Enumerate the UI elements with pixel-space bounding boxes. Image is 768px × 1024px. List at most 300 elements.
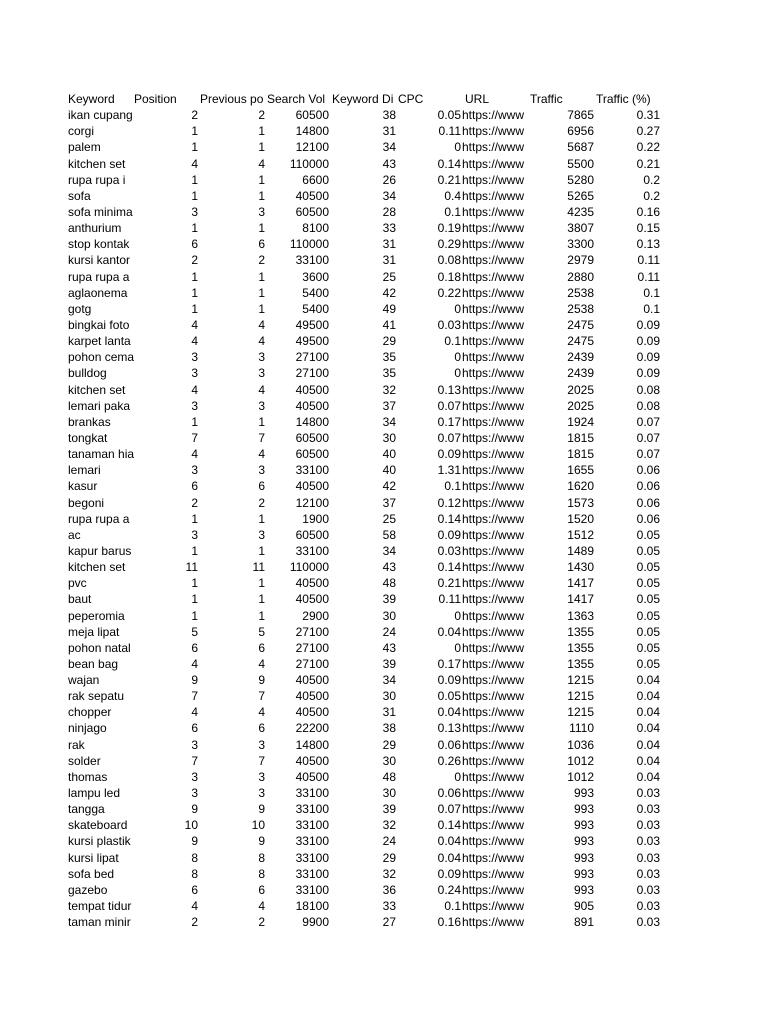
position-cell: 2 — [191, 915, 198, 930]
header-cpc: CPC — [398, 92, 424, 106]
table-row — [0, 301, 768, 317]
traffic-cell: 1110 — [569, 721, 594, 736]
previous-position-cell: 4 — [258, 899, 265, 914]
url-cell: https://www — [462, 366, 525, 381]
cpc-cell: 0.13 — [437, 721, 461, 736]
cpc-cell: 0.19 — [437, 221, 461, 236]
position-cell: 1 — [191, 221, 198, 236]
search-volume-cell: 5400 — [302, 301, 329, 316]
url-cell: https://www — [462, 301, 525, 316]
position-cell: 11 — [185, 560, 198, 575]
position-cell: 6 — [191, 882, 198, 897]
keyword-difficulty-cell: 38 — [382, 108, 396, 123]
traffic-cell: 993 — [573, 834, 594, 849]
search-volume-cell: 33100 — [295, 818, 329, 833]
cpc-cell: 0.05 — [437, 689, 461, 704]
search-volume-cell: 14800 — [295, 414, 329, 429]
table-row — [0, 543, 768, 559]
keyword-cell: rak — [68, 737, 85, 752]
traffic-percent-cell: 0.04 — [636, 721, 660, 736]
traffic-cell: 1036 — [567, 737, 594, 752]
search-volume-cell: 110000 — [289, 156, 329, 171]
position-cell: 3 — [191, 350, 198, 365]
traffic-percent-cell: 0.04 — [636, 753, 660, 768]
keyword-difficulty-cell: 30 — [382, 786, 396, 801]
cpc-cell: 0.09 — [437, 527, 461, 542]
previous-position-cell: 4 — [258, 705, 265, 720]
traffic-percent-cell: 0.03 — [636, 834, 660, 849]
table-row — [0, 769, 768, 785]
traffic-cell: 2538 — [567, 285, 594, 300]
table-row — [0, 672, 768, 688]
url-cell: https://www — [462, 140, 525, 155]
table-row — [0, 123, 768, 139]
url-cell: https://www — [462, 430, 525, 445]
table-row — [0, 172, 768, 188]
position-cell: 3 — [191, 786, 198, 801]
keyword-cell: baut — [68, 592, 92, 607]
keyword-difficulty-cell: 48 — [382, 576, 396, 591]
traffic-cell: 2475 — [567, 317, 594, 332]
url-cell: https://www — [462, 108, 525, 123]
traffic-cell: 1924 — [567, 414, 594, 429]
keyword-difficulty-cell: 58 — [382, 527, 396, 542]
previous-position-cell: 9 — [258, 802, 265, 817]
cpc-cell: 0.17 — [437, 414, 461, 429]
table-row — [0, 882, 768, 898]
cpc-cell: 0.09 — [437, 447, 461, 462]
keyword-cell: karpet lanta — [68, 334, 131, 349]
url-cell: https://www — [462, 285, 525, 300]
previous-position-cell: 8 — [258, 866, 265, 881]
previous-position-cell: 7 — [258, 753, 265, 768]
traffic-percent-cell: 0.27 — [636, 124, 660, 139]
search-volume-cell: 6600 — [302, 172, 329, 187]
keyword-cell: solder — [68, 753, 101, 768]
keyword-difficulty-cell: 39 — [382, 656, 396, 671]
previous-position-cell: 1 — [258, 221, 265, 236]
position-cell: 10 — [184, 818, 198, 833]
traffic-cell: 1655 — [567, 463, 594, 478]
traffic-cell: 1489 — [567, 543, 594, 558]
header-previous-position: Previous po — [200, 92, 264, 106]
keyword-difficulty-cell: 37 — [382, 495, 396, 510]
search-volume-cell: 8100 — [302, 221, 329, 236]
search-volume-cell: 5400 — [302, 285, 329, 300]
keyword-cell: tangga — [68, 802, 105, 817]
search-volume-cell: 33100 — [295, 543, 329, 558]
traffic-percent-cell: 0.06 — [636, 479, 660, 494]
keyword-difficulty-cell: 31 — [382, 237, 396, 252]
cpc-cell: 0.07 — [437, 398, 461, 413]
traffic-cell: 5500 — [567, 156, 594, 171]
spreadsheet-page — [0, 91, 768, 930]
keyword-difficulty-cell: 31 — [382, 124, 396, 139]
position-cell: 3 — [191, 527, 198, 542]
search-volume-cell: 27100 — [295, 656, 329, 671]
traffic-cell: 3807 — [567, 221, 594, 236]
search-volume-cell: 40500 — [295, 592, 329, 607]
keyword-difficulty-cell: 36 — [382, 882, 396, 897]
keyword-cell: kitchen set — [68, 382, 126, 397]
keyword-cell: rupa rupa a — [68, 269, 130, 284]
cpc-cell: 0.17 — [437, 656, 461, 671]
traffic-cell: 993 — [573, 850, 594, 865]
table-row — [0, 462, 768, 478]
previous-position-cell: 1 — [258, 543, 265, 558]
cpc-cell: 0.05 — [437, 108, 461, 123]
cpc-cell: 0.04 — [437, 850, 461, 865]
cpc-cell: 0.09 — [437, 866, 461, 881]
position-cell: 4 — [191, 156, 198, 171]
url-cell: https://www — [462, 866, 525, 881]
traffic-percent-cell: 0.04 — [636, 705, 660, 720]
search-volume-cell: 60500 — [295, 527, 329, 542]
url-cell: https://www — [462, 398, 525, 413]
position-cell: 5 — [191, 624, 198, 639]
header-traffic-percent: Traffic (%) — [596, 92, 651, 106]
search-volume-cell: 60500 — [295, 447, 329, 462]
url-cell: https://www — [462, 269, 525, 284]
table-row — [0, 527, 768, 543]
previous-position-cell: 4 — [258, 447, 265, 462]
table-row — [0, 801, 768, 817]
keyword-difficulty-cell: 32 — [382, 866, 396, 881]
keyword-difficulty-cell: 42 — [382, 285, 396, 300]
keyword-difficulty-cell: 29 — [382, 737, 396, 752]
search-volume-cell: 12100 — [295, 140, 329, 155]
traffic-cell: 891 — [573, 915, 594, 930]
previous-position-cell: 3 — [258, 366, 265, 381]
keyword-difficulty-cell: 35 — [382, 366, 396, 381]
traffic-percent-cell: 0.1 — [643, 301, 660, 316]
traffic-cell: 1215 — [567, 673, 594, 688]
cpc-cell: 0.24 — [437, 882, 461, 897]
traffic-percent-cell: 0.05 — [636, 608, 660, 623]
traffic-percent-cell: 0.03 — [636, 802, 660, 817]
traffic-cell: 1215 — [567, 689, 594, 704]
table-row — [0, 866, 768, 882]
traffic-percent-cell: 0.03 — [636, 915, 660, 930]
keyword-cell: taman minir — [68, 915, 131, 930]
search-volume-cell: 110000 — [289, 237, 329, 252]
search-volume-cell: 33100 — [295, 802, 329, 817]
traffic-percent-cell: 0.09 — [636, 366, 660, 381]
traffic-percent-cell: 0.08 — [636, 382, 660, 397]
keyword-difficulty-cell: 27 — [382, 915, 396, 930]
url-cell: https://www — [462, 382, 525, 397]
traffic-percent-cell: 0.05 — [636, 640, 660, 655]
keyword-difficulty-cell: 39 — [382, 802, 396, 817]
previous-position-cell: 9 — [258, 673, 265, 688]
traffic-cell: 1012 — [567, 753, 594, 768]
keyword-difficulty-cell: 39 — [382, 592, 396, 607]
table-row — [0, 833, 768, 849]
keyword-difficulty-cell: 31 — [382, 705, 396, 720]
traffic-percent-cell: 0.04 — [636, 689, 660, 704]
position-cell: 3 — [191, 769, 198, 784]
previous-position-cell: 10 — [251, 818, 265, 833]
cpc-cell: 0.14 — [437, 511, 461, 526]
keyword-cell: peperomia — [68, 608, 125, 623]
traffic-percent-cell: 0.08 — [636, 398, 660, 413]
keyword-cell: rak sepatu — [68, 689, 125, 704]
previous-position-cell: 1 — [258, 511, 265, 526]
traffic-cell: 993 — [573, 786, 594, 801]
url-cell: https://www — [462, 608, 525, 623]
url-cell: https://www — [462, 656, 525, 671]
header-search-volume: Search Vol — [267, 92, 326, 106]
search-volume-cell: 14800 — [295, 737, 329, 752]
cpc-cell: 0 — [454, 640, 461, 655]
url-cell: https://www — [462, 834, 525, 849]
keyword-cell: kursi lipat — [68, 850, 119, 865]
url-cell: https://www — [462, 334, 525, 349]
url-cell: https://www — [462, 882, 525, 897]
keyword-difficulty-cell: 35 — [382, 350, 396, 365]
position-cell: 1 — [191, 301, 198, 316]
header-keyword: Keyword — [68, 92, 115, 106]
keyword-difficulty-cell: 28 — [382, 204, 396, 219]
traffic-cell: 7865 — [567, 108, 594, 123]
keyword-difficulty-cell: 38 — [382, 721, 396, 736]
table-row — [0, 785, 768, 801]
cpc-cell: 0.07 — [437, 430, 461, 445]
previous-position-cell: 4 — [258, 382, 265, 397]
previous-position-cell: 8 — [258, 850, 265, 865]
keyword-difficulty-cell: 29 — [382, 850, 396, 865]
traffic-cell: 993 — [573, 818, 594, 833]
position-cell: 3 — [191, 463, 198, 478]
traffic-cell: 993 — [573, 882, 594, 897]
keyword-difficulty-cell: 24 — [382, 834, 396, 849]
table-body — [0, 107, 768, 930]
keyword-difficulty-cell: 25 — [382, 269, 396, 284]
table-row — [0, 252, 768, 268]
cpc-cell: 0.29 — [437, 237, 461, 252]
table-row — [0, 898, 768, 914]
table-row — [0, 914, 768, 930]
url-cell: https://www — [462, 350, 525, 365]
url-cell: https://www — [462, 705, 525, 720]
table-row — [0, 591, 768, 607]
url-cell: https://www — [462, 124, 525, 139]
previous-position-cell: 1 — [258, 576, 265, 591]
url-cell: https://www — [462, 624, 525, 639]
traffic-percent-cell: 0.05 — [636, 560, 660, 575]
traffic-percent-cell: 0.09 — [636, 317, 660, 332]
traffic-percent-cell: 0.11 — [637, 269, 660, 284]
table-row — [0, 236, 768, 252]
keyword-difficulty-cell: 29 — [382, 334, 396, 349]
traffic-cell: 2439 — [567, 366, 594, 381]
table-row — [0, 333, 768, 349]
keyword-difficulty-cell: 40 — [382, 447, 396, 462]
traffic-cell: 1430 — [567, 560, 594, 575]
traffic-percent-cell: 0.31 — [636, 108, 660, 123]
keyword-cell: kitchen set — [68, 560, 126, 575]
table-row — [0, 495, 768, 511]
search-volume-cell: 18100 — [295, 899, 329, 914]
keyword-cell: stop kontak — [68, 237, 130, 252]
traffic-cell: 5280 — [567, 172, 594, 187]
cpc-cell: 0.14 — [437, 818, 461, 833]
keyword-cell: ikan cupang — [68, 108, 133, 123]
position-cell: 4 — [191, 382, 198, 397]
traffic-percent-cell: 0.06 — [636, 463, 660, 478]
keyword-difficulty-cell: 32 — [382, 382, 396, 397]
search-volume-cell: 40500 — [295, 188, 329, 203]
table-row — [0, 365, 768, 381]
previous-position-cell: 1 — [258, 269, 265, 284]
url-cell: https://www — [462, 447, 525, 462]
keyword-cell: meja lipat — [68, 624, 120, 639]
header-url: URL — [465, 92, 490, 106]
keyword-difficulty-cell: 30 — [382, 753, 396, 768]
search-volume-cell: 27100 — [295, 350, 329, 365]
traffic-percent-cell: 0.03 — [636, 866, 660, 881]
cpc-cell: 0.16 — [437, 915, 461, 930]
keyword-cell: tongkat — [68, 430, 108, 445]
cpc-cell: 0.06 — [437, 737, 461, 752]
traffic-cell: 1363 — [567, 608, 594, 623]
keyword-cell: tanaman hia — [68, 447, 135, 462]
position-cell: 4 — [191, 705, 198, 720]
traffic-cell: 1815 — [567, 447, 594, 462]
position-cell: 1 — [191, 269, 198, 284]
previous-position-cell: 6 — [258, 882, 265, 897]
keyword-difficulty-cell: 34 — [382, 414, 396, 429]
url-cell: https://www — [462, 543, 525, 558]
url-cell: https://www — [462, 850, 525, 865]
search-volume-cell: 1900 — [302, 511, 329, 526]
cpc-cell: 0 — [454, 366, 461, 381]
previous-position-cell: 6 — [258, 237, 265, 252]
traffic-cell: 1520 — [567, 511, 594, 526]
search-volume-cell: 110000 — [289, 560, 329, 575]
traffic-cell: 5687 — [567, 140, 594, 155]
cpc-cell: 0.03 — [437, 543, 461, 558]
traffic-cell: 1512 — [567, 527, 594, 542]
table-row — [0, 624, 768, 640]
table-row — [0, 753, 768, 769]
traffic-cell: 2538 — [567, 301, 594, 316]
url-cell: https://www — [462, 689, 525, 704]
traffic-cell: 1573 — [567, 495, 594, 510]
keyword-cell: pohon natal — [68, 640, 131, 655]
traffic-cell: 2025 — [567, 382, 594, 397]
url-cell: https://www — [462, 673, 525, 688]
position-cell: 3 — [191, 398, 198, 413]
previous-position-cell: 1 — [258, 414, 265, 429]
previous-position-cell: 7 — [258, 689, 265, 704]
search-volume-cell: 60500 — [295, 204, 329, 219]
cpc-cell: 0.04 — [437, 834, 461, 849]
search-volume-cell: 40500 — [295, 689, 329, 704]
traffic-cell: 1355 — [567, 656, 594, 671]
traffic-cell: 1215 — [567, 705, 594, 720]
traffic-cell: 905 — [573, 899, 594, 914]
traffic-percent-cell: 0.07 — [636, 430, 660, 445]
cpc-cell: 0.1 — [444, 479, 461, 494]
previous-position-cell: 1 — [258, 172, 265, 187]
search-volume-cell: 2900 — [302, 608, 329, 623]
url-cell: https://www — [462, 576, 525, 591]
position-cell: 3 — [191, 737, 198, 752]
keyword-difficulty-cell: 30 — [382, 689, 396, 704]
previous-position-cell: 7 — [258, 430, 265, 445]
cpc-cell: 0.4 — [444, 188, 461, 203]
traffic-percent-cell: 0.03 — [636, 850, 660, 865]
traffic-cell: 1815 — [567, 430, 594, 445]
search-volume-cell: 40500 — [295, 769, 329, 784]
url-cell: https://www — [462, 786, 525, 801]
position-cell: 4 — [191, 334, 198, 349]
keyword-difficulty-cell: 42 — [382, 479, 396, 494]
previous-position-cell: 6 — [258, 721, 265, 736]
keyword-cell: bean bag — [68, 656, 119, 671]
traffic-percent-cell: 0.04 — [636, 737, 660, 752]
table-row — [0, 737, 768, 753]
position-cell: 1 — [191, 285, 198, 300]
table-row — [0, 640, 768, 656]
search-volume-cell: 40500 — [295, 753, 329, 768]
search-volume-cell: 27100 — [295, 624, 329, 639]
traffic-percent-cell: 0.16 — [636, 204, 660, 219]
table-row — [0, 559, 768, 575]
cpc-cell: 0.06 — [437, 786, 461, 801]
search-volume-cell: 27100 — [295, 640, 329, 655]
cpc-cell: 0.11 — [438, 592, 461, 607]
url-cell: https://www — [462, 737, 525, 752]
position-cell: 7 — [191, 430, 198, 445]
traffic-percent-cell: 0.05 — [636, 543, 660, 558]
url-cell: https://www — [462, 414, 525, 429]
url-cell: https://www — [462, 204, 525, 219]
table-row — [0, 204, 768, 220]
previous-position-cell: 6 — [258, 479, 265, 494]
table-row — [0, 817, 768, 833]
position-cell: 1 — [191, 414, 198, 429]
table-row — [0, 139, 768, 155]
keyword-cell: tempat tidur — [68, 899, 132, 914]
table-row — [0, 575, 768, 591]
keyword-difficulty-cell: 24 — [382, 624, 396, 639]
cpc-cell: 0.04 — [437, 624, 461, 639]
previous-position-cell: 4 — [258, 334, 265, 349]
position-cell: 3 — [191, 366, 198, 381]
keyword-cell: kursi plastik — [68, 834, 131, 849]
traffic-cell: 2475 — [567, 334, 594, 349]
position-cell: 1 — [191, 172, 198, 187]
search-volume-cell: 40500 — [295, 398, 329, 413]
cpc-cell: 0 — [454, 769, 461, 784]
table-row — [0, 720, 768, 736]
traffic-percent-cell: 0.21 — [636, 156, 660, 171]
cpc-cell: 0.13 — [437, 382, 461, 397]
keyword-cell: gotg — [68, 301, 92, 316]
position-cell: 1 — [191, 608, 198, 623]
traffic-cell: 993 — [573, 866, 594, 881]
cpc-cell: 0 — [454, 350, 461, 365]
search-volume-cell: 60500 — [295, 430, 329, 445]
keyword-cell: anthurium — [68, 221, 122, 236]
cpc-cell: 0.1 — [444, 899, 461, 914]
cpc-cell: 0.14 — [437, 156, 461, 171]
traffic-cell: 2880 — [567, 269, 594, 284]
traffic-cell: 1417 — [567, 592, 594, 607]
table-row — [0, 220, 768, 236]
